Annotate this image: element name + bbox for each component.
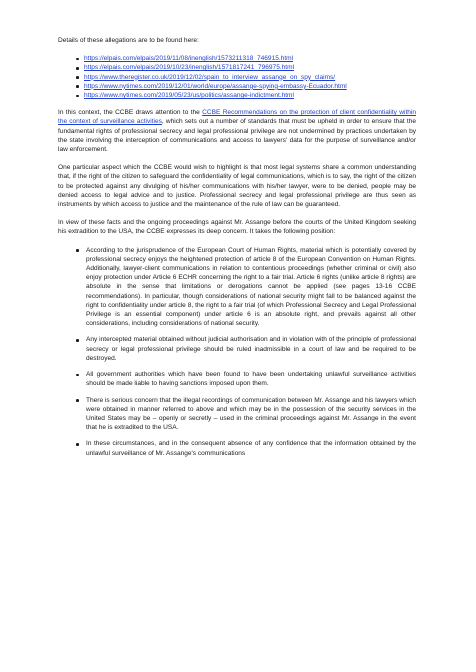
position-list [58, 246, 416, 458]
source-link[interactable]: https://www.nytimes.com/2019/05/23/us/politics/assange-indictment.html [84, 92, 294, 100]
source-link-list [58, 54, 416, 100]
position-intro-paragraph: In view of these facts and the ongoing proceedings against Mr. Assange before the courts of the United Kingdom seeking his extradition to the USA, the CCBE expresses its deep concern. It takes the following position: [58, 219, 416, 236]
context-text-before: In this context, the CCBE draws attention to the [58, 109, 203, 117]
source-link[interactable]: https://www.theregister.co.uk/2019/12/02/spain_to_interview_assange_on_spy_claims/ [84, 73, 336, 81]
list-item [76, 73, 416, 82]
source-link[interactable]: https://www.nytimes.com/2019/12/01/world/europe/assange-spying-embassy-Ecuador.html [84, 82, 347, 90]
intro-text: Details of these allegations are to be found here: [58, 37, 199, 44]
list-item [76, 91, 416, 100]
position-item: All government authorities which have been found to have been undertaking unlawful surveillance activities should be made liable to having sanctions imposed upon them. [76, 370, 416, 388]
ccbe-recommendations-link[interactable]: CCBE Recommendations on the protection of client confidentiality within the context of surveillance activities [58, 109, 417, 126]
confidentiality-paragraph: One particular aspect which the CCBE would wish to highlight is that most legal systems share a common understanding that, if the right of the citizen to safeguard the confidentiality of legal communications, which is to say, the right of the citizen to be protected against any divulging of his/her communications with his/her lawyer, were to be denied, people may be denied access to legal advice and to justice. Professional secrecy and legal professional privilege are thus seen as instruments by which access to justice and the maintenance of the rule of law can be guaranteed. [58, 164, 416, 209]
position-item: Any intercepted material obtained without judicial authorisation and in violation with of the principle of professional secrecy or legal professional privilege should be ruled inadmissible in a court of law and be required to be destroyed. [76, 335, 416, 363]
position-item: There is serious concern that the illegal recordings of communication between Mr. Assange and his lawyers which were obtained in manner referred to above and which may be in the possession of the security services in the United States may be – openly or secretly – used in the criminal proceedings against Mr. Assange in the event that he is extradited to the USA. [76, 396, 416, 433]
position-item: According to the jurisprudence of the European Court of Human Rights, material which is potentially covered by professional secrecy enjoys the heightened protection of article 8 of the European Convention on Human Rights. Additionally, lawyer-client communications in relation to contentious proceedings (whether criminal or civil) also enjoy protection under Article 6 ECHR concerning the right to a fair trial. Article 6 rights (unlike article 8 rights) are absolute in the sense that limitations or derogations cannot be applied (see pages 13-16 CCBE recommendations). In particular, though considerations of national security might fall to be balanced against the right to confidentiality under article 8, the right to a fair trial (of which Professional Secrecy and Legal Professional Privilege is an essential component) under article 6 is an absolute right, and prevails against all other considerations, including considerations of national security. [76, 246, 416, 329]
source-link[interactable]: https://elpais.com/elpais/2019/11/08/inenglish/1573211318_746915.html [84, 55, 294, 63]
context-text-after: , which sets out a number of standards that must be upheld in order to ensure that the fundamental rights of professional secrecy and legal professional privilege are not undermined by practices undertaken by the state involving the interception of communications and access to lawyers' data for the purpose of surveillance and/or law enforcement. [58, 118, 416, 154]
list-item [76, 63, 416, 72]
context-paragraph [58, 108, 416, 154]
list-item [76, 54, 416, 63]
list-item [76, 82, 416, 91]
source-link[interactable]: https://elpais.com/elpais/2019/10/23/inenglish/1571817241_796975.html [84, 64, 295, 72]
position-item: In these circumstances, and in the consequent absence of any confidence that the information obtained by the unlawful surveillance of Mr. Assange's communications [76, 439, 416, 457]
